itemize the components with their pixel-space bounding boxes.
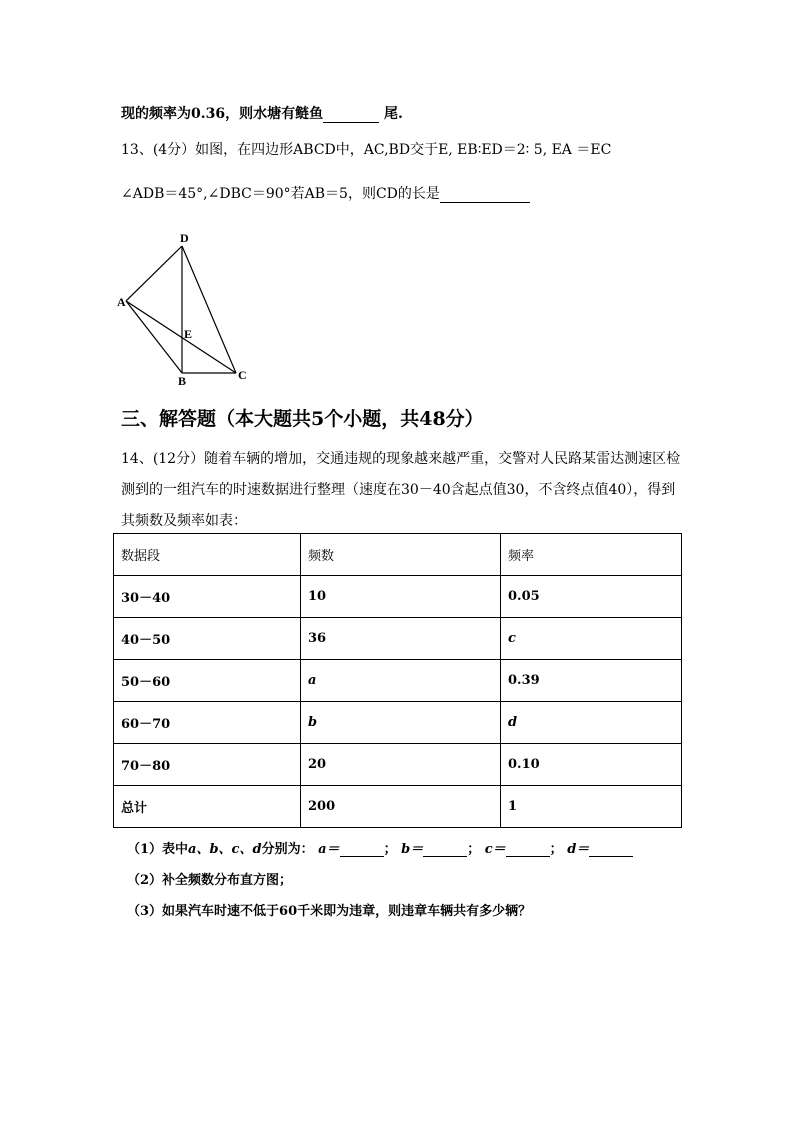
label-C: C bbox=[238, 368, 247, 382]
q13-line1: 13、(4分）如图，在四边形ABCD中，AC,BD交于E, EB∶ED＝2∶ 5, EA ＝EC bbox=[121, 142, 612, 158]
sub1-a-label: a＝ bbox=[318, 842, 340, 857]
table-row bbox=[114, 744, 682, 786]
table-cell: 0.39 bbox=[501, 660, 682, 702]
quadrilateral-figure bbox=[114, 228, 254, 388]
table-header-row bbox=[114, 534, 682, 576]
header-cell: 频率 bbox=[501, 534, 682, 576]
table-cell: 0.05 bbox=[501, 576, 682, 618]
table-cell: 70－80 bbox=[114, 744, 301, 786]
q13-line2-text: ∠ADB＝45°,∠DBC＝90°若AB＝5，则CD的长是 bbox=[121, 186, 440, 202]
table-cell: 总计 bbox=[114, 786, 301, 828]
q14-line3: 其频数及频率如表： bbox=[121, 513, 247, 529]
q14-sub2: （2）补全频数分布直方图； bbox=[127, 873, 293, 888]
table-row bbox=[114, 660, 682, 702]
label-D: D bbox=[180, 231, 189, 245]
answer-blank-a bbox=[340, 842, 384, 857]
segment-AD bbox=[126, 246, 182, 301]
q13-line2 bbox=[121, 183, 530, 203]
sub1-c-label: c＝ bbox=[484, 842, 506, 857]
table-cell: 40－50 bbox=[114, 618, 301, 660]
table-cell: 30－40 bbox=[114, 576, 301, 618]
sub1-sep: ； bbox=[467, 842, 481, 857]
q12-answer-blank bbox=[323, 108, 379, 123]
segment-AC bbox=[126, 301, 236, 373]
answer-blank-d bbox=[589, 842, 633, 857]
sub1-sep: ； bbox=[383, 842, 397, 857]
q14-sub1 bbox=[127, 838, 633, 857]
table-cell: 60－70 bbox=[114, 702, 301, 744]
q12-tail-line bbox=[121, 103, 403, 123]
q14-line2: 测到的一组汽车的时速数据进行整理（速度在30－40含起点值30，不含终点值40），得到 bbox=[121, 482, 676, 498]
q13-answer-blank bbox=[440, 188, 530, 203]
section-title: 三、解答题（本大题共5个小题，共48分） bbox=[121, 408, 484, 430]
table-cell: b bbox=[301, 702, 501, 744]
q14-line1: 14、(12分）随着车辆的增加，交通违规的现象越来越严重，交警对人民路某雷达测速区检 bbox=[121, 451, 681, 467]
answer-blank-c bbox=[506, 842, 550, 857]
table-row bbox=[114, 702, 682, 744]
segment-DC bbox=[182, 246, 236, 373]
label-B: B bbox=[178, 374, 187, 388]
q12-tail-suffix: 尾. bbox=[383, 106, 403, 122]
label-A: A bbox=[117, 295, 126, 309]
sub1-prefix: （1）表中 bbox=[127, 842, 189, 857]
table-cell: 200 bbox=[301, 786, 501, 828]
sub1-mid: 分别为： bbox=[261, 842, 314, 857]
frequency-table bbox=[113, 533, 682, 828]
table-row bbox=[114, 618, 682, 660]
table-row bbox=[114, 786, 682, 828]
table-cell: 0.10 bbox=[501, 744, 682, 786]
table-row bbox=[114, 576, 682, 618]
table-cell: 1 bbox=[501, 786, 682, 828]
sub1-sep: ； bbox=[549, 842, 563, 857]
header-cell: 数据段 bbox=[114, 534, 301, 576]
table-cell: 50－60 bbox=[114, 660, 301, 702]
table-cell: c bbox=[501, 618, 682, 660]
sub1-d-label: d＝ bbox=[567, 842, 590, 857]
sub1-b-label: b＝ bbox=[401, 842, 424, 857]
table-cell: a bbox=[301, 660, 501, 702]
table-cell: 36 bbox=[301, 618, 501, 660]
q14-sub3: （3）如果汽车时速不低于60千米即为违章，则违章车辆共有多少辆？ bbox=[127, 904, 532, 919]
q12-tail-text: 现的频率为0.36，则水塘有鲢鱼 bbox=[121, 106, 324, 122]
answer-blank-b bbox=[423, 842, 467, 857]
label-E: E bbox=[184, 327, 193, 341]
table-cell: 10 bbox=[301, 576, 501, 618]
segment-AB bbox=[126, 301, 182, 373]
table-cell: 20 bbox=[301, 744, 501, 786]
table-cell: d bbox=[501, 702, 682, 744]
sub1-vars: a、b、c、d bbox=[188, 842, 262, 857]
header-cell: 频数 bbox=[301, 534, 501, 576]
